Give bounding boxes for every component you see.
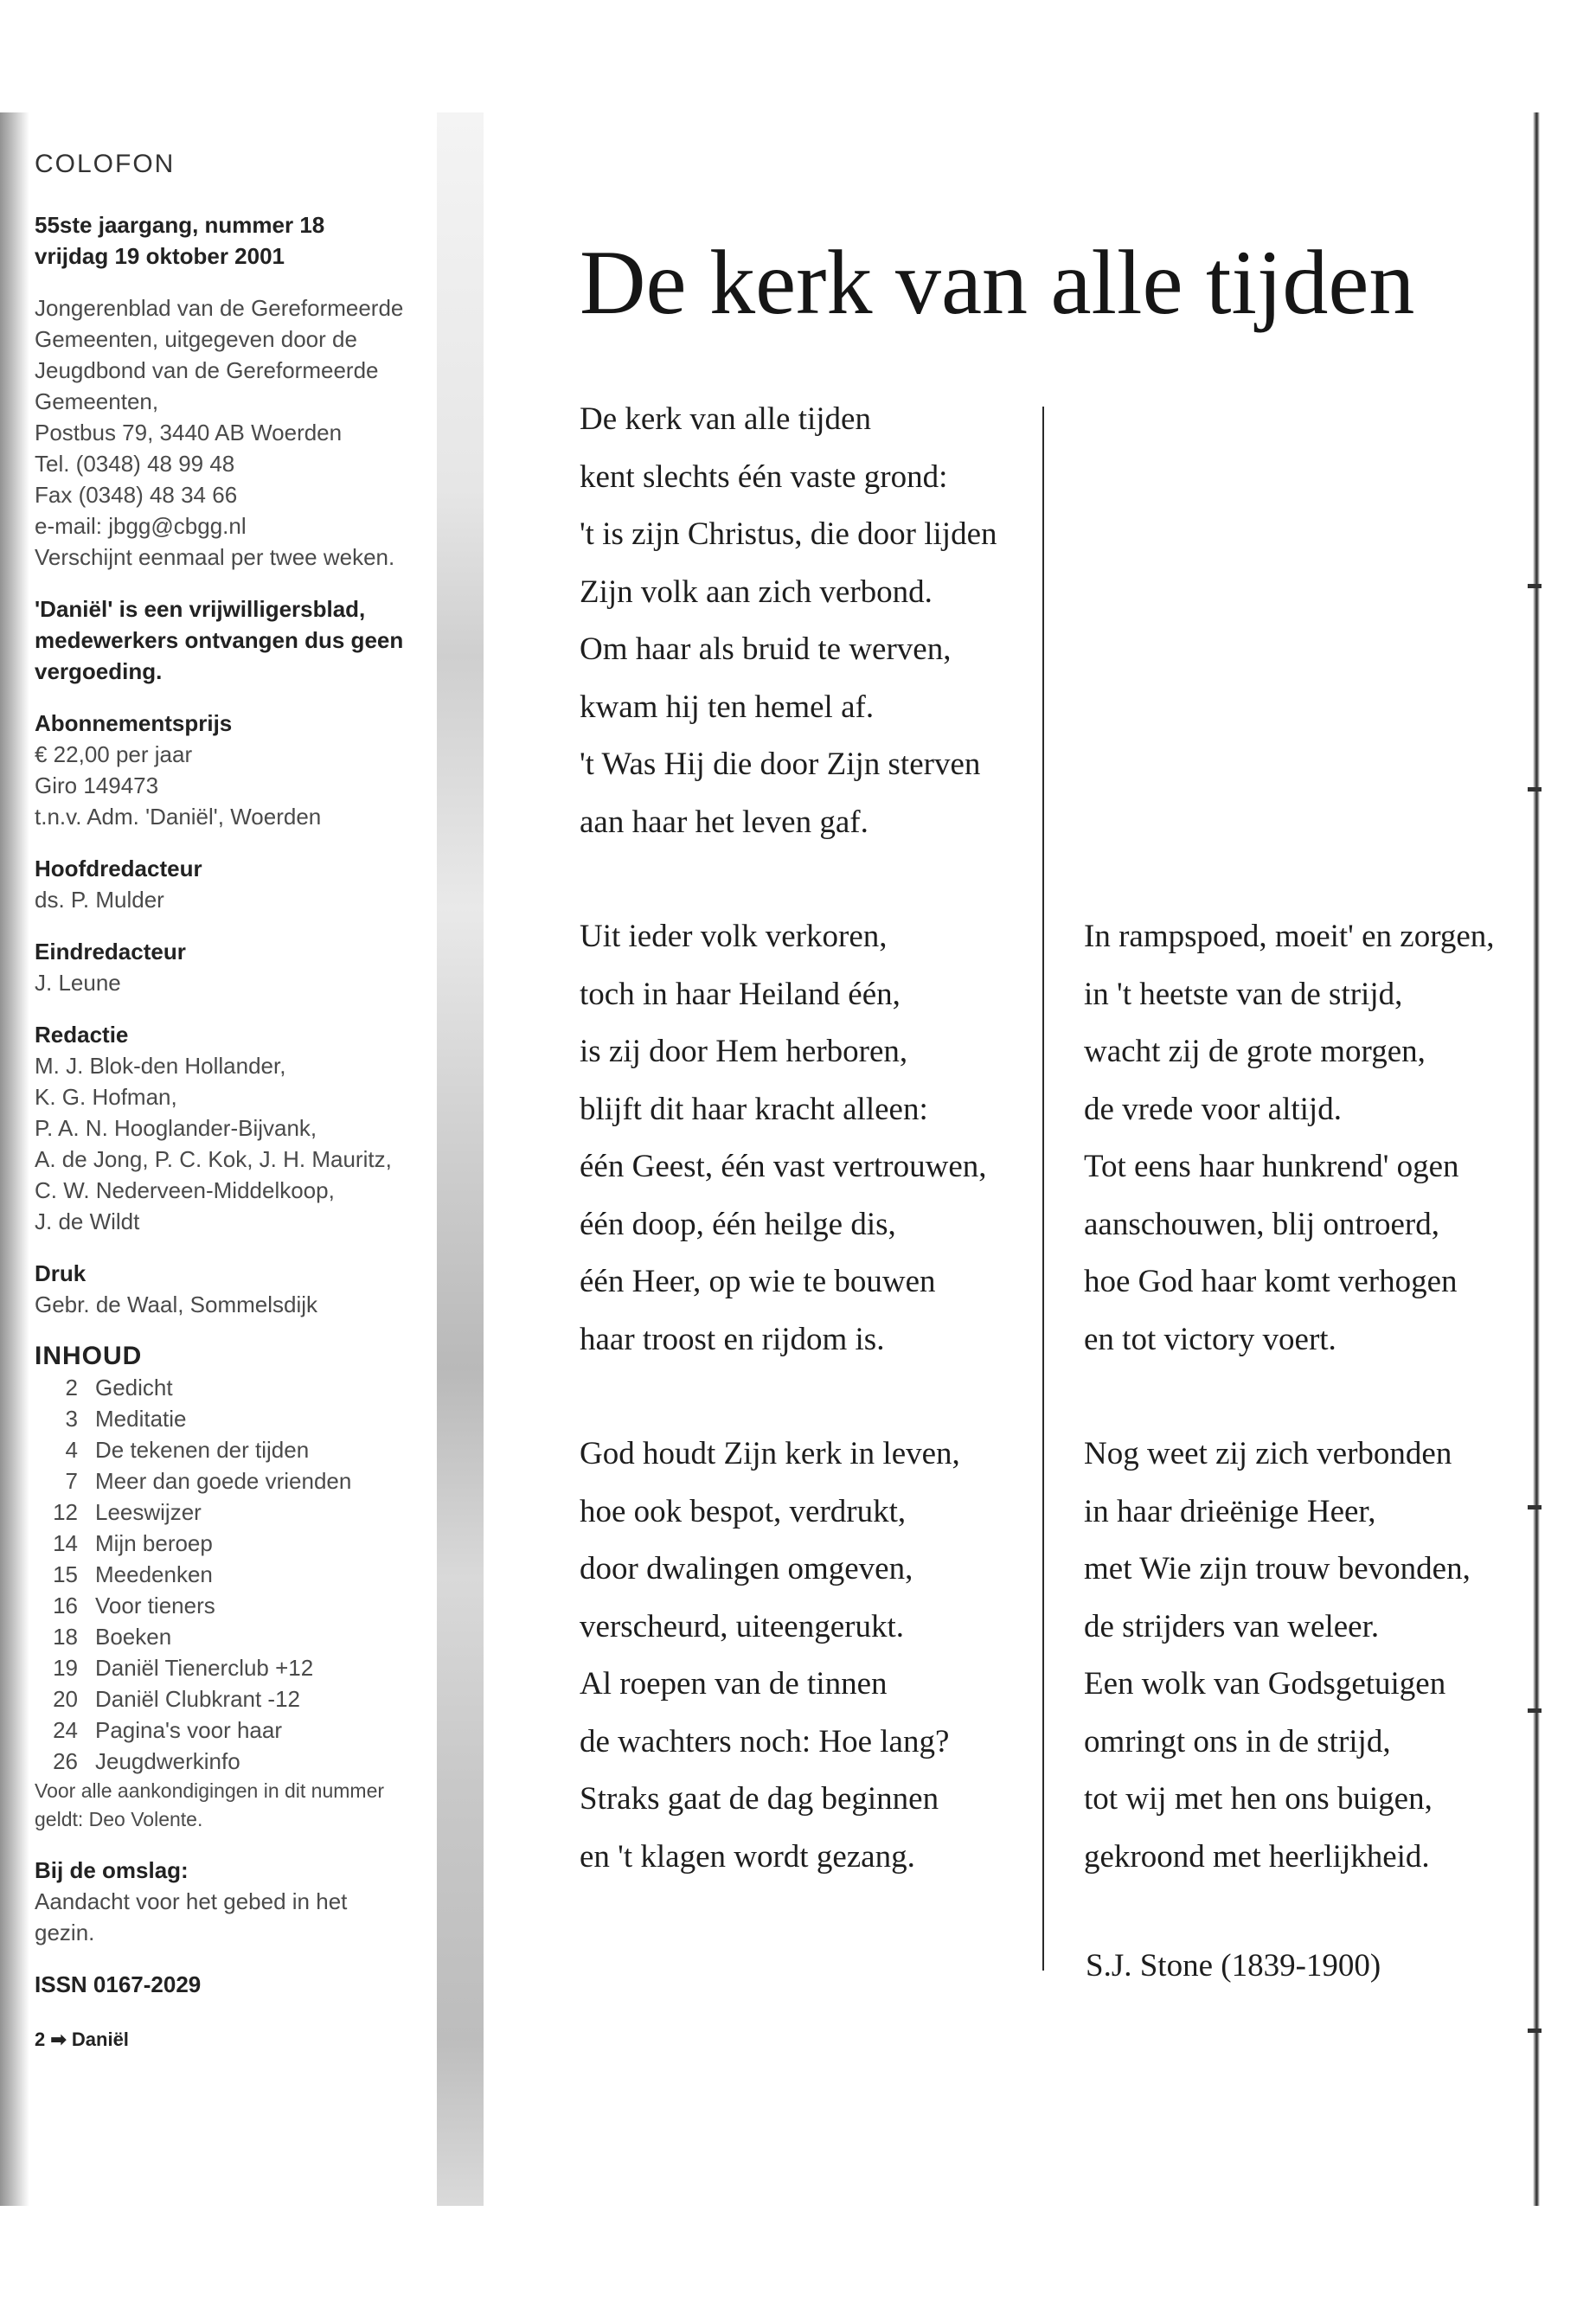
- poem-line: Om haar als bruid te werven,: [580, 631, 952, 667]
- contents-item: [35, 1528, 433, 1559]
- volunteer-note: [35, 593, 433, 687]
- poem-stanza-2: [580, 908, 1047, 1368]
- poem-line: hoe ook bespot, verdrukt,: [580, 1493, 907, 1529]
- issue-volume: 55ste jaargang, nummer 18: [35, 212, 325, 238]
- poem-line: de strijders van weleer.: [1084, 1608, 1380, 1644]
- poem-line: tot wij met hen ons buigen,: [1084, 1781, 1433, 1817]
- final-editor-info: [35, 936, 433, 998]
- contents-label: Meedenken: [95, 1561, 213, 1587]
- poem-line: en 't klagen wordt gezang.: [580, 1838, 915, 1875]
- publisher-line: Gemeenten, uitgegeven door de: [35, 326, 357, 352]
- contents-page: 12: [53, 1499, 78, 1525]
- poem-line: Tot eens haar hunkrend' ogen: [1084, 1149, 1459, 1184]
- cover-photo-strip: [437, 112, 484, 2206]
- poem-line: In rampspoed, moeit' en zorgen,: [1084, 919, 1495, 954]
- editorial-title: Redactie: [35, 1022, 129, 1048]
- publisher-info: [35, 292, 433, 573]
- print-title: Druk: [35, 1260, 87, 1286]
- contents-title: INHOUD: [35, 1342, 143, 1370]
- contents-page: 20: [53, 1686, 78, 1712]
- publisher-line: Gemeenten,: [35, 388, 159, 414]
- colofon-heading: COLOFON: [35, 150, 176, 178]
- contents-label: De tekenen der tijden: [95, 1437, 310, 1463]
- contents-label: Meditatie: [95, 1406, 187, 1432]
- contents-page: 15: [53, 1561, 78, 1587]
- editorial-member: P. A. N. Hooglander-Bijvank,: [35, 1115, 317, 1141]
- contents-item: [35, 1403, 433, 1434]
- poem-line: in haar drieënige Heer,: [1084, 1493, 1376, 1529]
- poem-line: één Heer, op wie te bouwen: [580, 1264, 936, 1299]
- poem-line: aan haar het leven gaf.: [580, 804, 869, 840]
- poem-line: aanschouwen, blij ontroerd,: [1084, 1206, 1439, 1242]
- publication-frequency: Verschijnt eenmaal per twee weken.: [35, 544, 395, 570]
- poem-line: één doop, één heilge dis,: [580, 1206, 896, 1242]
- contents-item: [35, 1715, 433, 1746]
- colofon-column: [35, 149, 433, 2055]
- volunteer-line: vergoeding.: [35, 658, 163, 684]
- poem-line: God houdt Zijn kerk in leven,: [580, 1436, 960, 1471]
- poem-stanza-5: [1084, 1426, 1551, 1886]
- poem-line: Al roepen van de tinnen: [580, 1666, 888, 1702]
- final-editor-name: J. Leune: [35, 970, 121, 996]
- poem-line: door dwalingen omgeven,: [580, 1551, 913, 1586]
- contents-label: Meer dan goede vrienden: [95, 1468, 352, 1494]
- poem-line: omringt ons in de strijd,: [1084, 1723, 1391, 1759]
- poem-stanza-4: [580, 1426, 1047, 1886]
- contents-item: [35, 1559, 433, 1590]
- contents-page: 3: [65, 1406, 78, 1432]
- poem-line: verscheurd, uiteengerukt.: [580, 1608, 904, 1644]
- contents-label: Pagina's voor haar: [95, 1717, 282, 1743]
- scan-edge-left: [0, 112, 29, 2206]
- poem-line: blijft dit haar kracht alleen:: [580, 1091, 928, 1127]
- subscription-info: [35, 708, 433, 832]
- contents-label: Daniël Tienerclub +12: [95, 1655, 314, 1681]
- print-info: [35, 1258, 433, 1320]
- page-footer: 2 ➡ Daniël: [35, 2029, 129, 2050]
- contents-list: [35, 1341, 433, 1834]
- editorial-member: M. J. Blok-den Hollander,: [35, 1053, 286, 1079]
- contents-note: geldt: Deo Volente.: [35, 1808, 203, 1830]
- editorial-member: J. de Wildt: [35, 1208, 140, 1234]
- contents-item: [35, 1683, 433, 1715]
- poem-line: Uit ieder volk verkoren,: [580, 919, 888, 954]
- contents-page: 7: [65, 1468, 78, 1494]
- subscription-price: € 22,00 per jaar: [35, 741, 193, 767]
- issue-info: [35, 209, 433, 272]
- cover-line: gezin.: [35, 1920, 95, 1945]
- publisher-line: Jeugdbond van de Gereformeerde: [35, 357, 379, 383]
- contents-item: [35, 1372, 433, 1403]
- contents-page: 16: [53, 1593, 78, 1618]
- editorial-member: K. G. Hofman,: [35, 1084, 177, 1110]
- poem-line: in 't heetste van de strijd,: [1084, 976, 1403, 1012]
- poem-title: De kerk van alle tijden: [580, 232, 1415, 333]
- editorial-member: C. W. Nederveen-Middelkoop,: [35, 1177, 335, 1203]
- volunteer-line: medewerkers ontvangen dus geen: [35, 627, 404, 653]
- issue-date: vrijdag 19 oktober 2001: [35, 243, 285, 269]
- poem-line: 't is zijn Christus, die door lijden: [580, 516, 997, 552]
- cover-info: [35, 1855, 433, 1948]
- publisher-phone: Tel. (0348) 48 99 48: [35, 451, 235, 477]
- poem-line: 't Was Hij die door Zijn sterven: [580, 747, 981, 782]
- poem-line: de vrede voor altijd.: [1084, 1091, 1342, 1127]
- poem-line: haar troost en rijdom is.: [580, 1321, 885, 1357]
- cover-title: Bij de omslag:: [35, 1857, 189, 1883]
- contents-item: [35, 1652, 433, 1683]
- poem-line: kwam hij ten hemel af.: [580, 689, 875, 725]
- publisher-line: Jongerenblad van de Gereformeerde: [35, 295, 404, 321]
- publisher-fax: Fax (0348) 48 34 66: [35, 482, 238, 508]
- contents-page: 26: [53, 1748, 78, 1774]
- cover-line: Aandacht voor het gebed in het: [35, 1888, 348, 1914]
- volunteer-line: 'Daniël' is een vrijwilligersblad,: [35, 596, 366, 622]
- publisher-address: Postbus 79, 3440 AB Woerden: [35, 420, 343, 445]
- poem-line: is zij door Hem herboren,: [580, 1034, 908, 1069]
- contents-label: Jeugdwerkinfo: [95, 1748, 240, 1774]
- contents-item: [35, 1497, 433, 1528]
- poem-line: Een wolk van Godsgetuigen: [1084, 1666, 1446, 1702]
- chief-editor-title: Hoofdredacteur: [35, 856, 202, 881]
- contents-label: Mijn beroep: [95, 1530, 213, 1556]
- poem-line: de wachters noch: Hoe lang?: [580, 1723, 950, 1759]
- poem-stanza-3: [1084, 908, 1551, 1368]
- contents-label: Daniël Clubkrant -12: [95, 1686, 301, 1712]
- issn: ISSN 0167-2029: [35, 1971, 202, 1997]
- subscription-account: t.n.v. Adm. 'Daniël', Woerden: [35, 804, 322, 830]
- poem-line: kent slechts één vaste grond:: [580, 458, 948, 495]
- contents-page: 24: [53, 1717, 78, 1743]
- poem-line: Straks gaat de dag beginnen: [580, 1781, 939, 1817]
- contents-item: [35, 1434, 433, 1465]
- poem-author: S.J. Stone (1839-1900): [1086, 1948, 1381, 1984]
- chief-editor-name: ds. P. Mulder: [35, 887, 164, 913]
- poem-line: hoe God haar komt verhogen: [1084, 1264, 1458, 1299]
- edge-mark: [1528, 787, 1542, 792]
- contents-item: [35, 1746, 433, 1777]
- contents-label: Gedicht: [95, 1375, 173, 1400]
- poem-line: De kerk van alle tijden: [580, 401, 871, 437]
- contents-page: 19: [53, 1655, 78, 1681]
- subscription-title: Abonnementsprijs: [35, 710, 233, 736]
- poem-line: met Wie zijn trouw bevonden,: [1084, 1551, 1471, 1586]
- contents-item: [35, 1590, 433, 1621]
- contents-page: 4: [65, 1437, 78, 1463]
- editorial-info: [35, 1019, 433, 1237]
- poem-line: en tot victory voert.: [1084, 1321, 1336, 1357]
- contents-label: Boeken: [95, 1624, 172, 1650]
- contents-label: Voor tieners: [95, 1593, 215, 1618]
- publisher-email: e-mail: jbgg@cbgg.nl: [35, 513, 247, 539]
- contents-page: 2: [65, 1375, 78, 1400]
- edge-mark: [1528, 584, 1542, 588]
- poem-line: gekroond met heerlijkheid.: [1084, 1838, 1430, 1875]
- poem-line: toch in haar Heiland één,: [580, 976, 901, 1012]
- poem-line: één Geest, één vast vertrouwen,: [580, 1149, 987, 1184]
- contents-page: 14: [53, 1530, 78, 1556]
- contents-item: [35, 1465, 433, 1497]
- chief-editor-info: [35, 853, 433, 915]
- poem-line: wacht zij de grote morgen,: [1084, 1034, 1426, 1069]
- contents-item: [35, 1621, 433, 1652]
- subscription-giro: Giro 149473: [35, 772, 159, 798]
- contents-page: 18: [53, 1624, 78, 1650]
- editorial-member: A. de Jong, P. C. Kok, J. H. Mauritz,: [35, 1146, 392, 1172]
- contents-label: Leeswijzer: [95, 1499, 202, 1525]
- edge-mark: [1528, 2029, 1542, 2033]
- final-editor-title: Eindredacteur: [35, 939, 186, 965]
- poem-stanza-1: [580, 391, 1047, 851]
- poem-line: Zijn volk aan zich verbond.: [580, 574, 933, 610]
- print-name: Gebr. de Waal, Sommelsdijk: [35, 1292, 318, 1317]
- poem-line: Nog weet zij zich verbonden: [1084, 1436, 1452, 1471]
- contents-note: Voor alle aankondigingen in dit nummer: [35, 1779, 385, 1802]
